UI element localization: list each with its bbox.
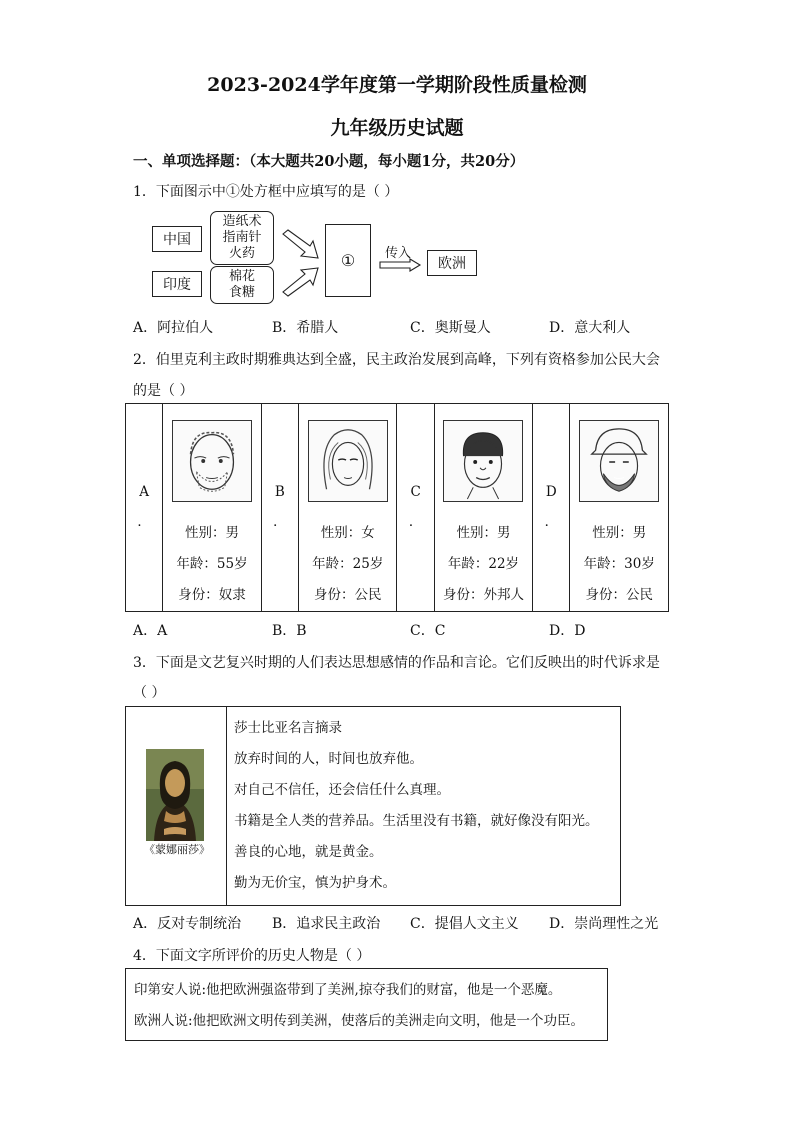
person-card-d [570, 404, 669, 612]
bearded-man-portrait-icon [579, 420, 659, 502]
question-3-stem: 3．下面是文艺复兴时期的人们表达思想感情的作品和言论。它们反映出的时代诉求是 [133, 655, 660, 671]
question-3-stem-cont: （ ） [133, 685, 166, 701]
option-dot: ． [273, 514, 287, 530]
person-age: 年龄：22岁 [447, 556, 520, 572]
option-letter: A [139, 484, 150, 500]
quote-line: 放弃时间的人，时间也放弃他。 [234, 751, 423, 767]
question-1-stem: 1．下面图示中①处方框中应填写的是（ ） [133, 184, 399, 200]
diagram-europe-box: 欧洲 [427, 250, 477, 276]
person-card-a [163, 404, 261, 612]
option-letter: B [274, 484, 285, 500]
diagram-china-items [210, 211, 274, 265]
diagram-item: 指南针 [222, 230, 262, 245]
question-2-option-b[interactable]: B．B [272, 623, 307, 639]
person-card-c [434, 404, 532, 612]
option-letter-cell [126, 404, 163, 612]
exam-subtitle: 九年级历史试题 [330, 117, 464, 139]
quote-line: 勤为无价宝，慎为护身术。 [234, 875, 396, 891]
diagram-arrows-icon [280, 228, 330, 298]
diagram-item: 食糖 [228, 285, 255, 300]
option-letter: D [545, 484, 557, 500]
question-1-diagram [130, 208, 510, 308]
person-gender: 性别：男 [592, 525, 647, 541]
diagram-arrow-label: 传入 [385, 246, 412, 261]
diagram-center-box: ① [325, 224, 371, 297]
material-divider [226, 707, 227, 905]
person-identity: 身份：奴隶 [178, 587, 246, 603]
painting-caption: 《蒙娜丽莎》 [144, 843, 210, 856]
question-4-stem: 4．下面文字所评价的历史人物是（ ） [133, 948, 371, 964]
person-age: 年龄：30岁 [583, 556, 655, 572]
elderly-man-portrait-icon [172, 420, 252, 502]
option-letter: C [410, 484, 421, 500]
question-2-option-d[interactable]: D．D [549, 623, 586, 639]
mona-lisa-painting-icon [146, 749, 204, 841]
quote-line: 莎士比亚名言摘录 [234, 720, 342, 736]
diagram-item: 火药 [228, 246, 255, 261]
person-identity: 身份：外邦人 [442, 587, 524, 603]
question-1-option-d[interactable]: D．意大利人 [549, 320, 631, 336]
question-2-stem: 2．伯里克利主政时期雅典达到全盛，民主政治发展到高峰，下列有资格参加公民大会 [133, 352, 660, 368]
option-letter-cell [397, 404, 434, 612]
question-1-option-b[interactable]: B．希腊人 [272, 320, 339, 336]
person-card-b [299, 404, 397, 612]
question-1-option-c[interactable]: C．奥斯曼人 [410, 320, 491, 336]
quote-line: 善良的心地，就是黄金。 [234, 844, 383, 860]
person-gender: 性别：男 [456, 525, 511, 541]
person-age: 年龄：55岁 [176, 556, 248, 572]
diagram-india-items [210, 266, 274, 304]
section-heading: 一、单项选择题：（本大题共20小题，每小题1分，共20分） [133, 153, 525, 170]
quote-line: 对自己不信任，还会信任什么真理。 [234, 782, 450, 798]
young-woman-portrait-icon [308, 420, 388, 502]
quote-list [234, 713, 599, 899]
question-3-material-box [125, 706, 621, 906]
option-letter-cell [261, 404, 298, 612]
diagram-india-box: 印度 [152, 271, 202, 297]
question-2-option-a[interactable]: A．A [133, 623, 168, 639]
question-3-option-d[interactable]: D．崇尚理性之光 [549, 916, 659, 932]
question-2-option-c[interactable]: C．C [410, 623, 446, 639]
person-gender: 性别：男 [185, 525, 239, 541]
option-dot: ． [408, 514, 423, 530]
exam-title: 2023-2024学年度第一学期阶段性质量检测 [207, 74, 587, 96]
quote-line: 印第安人说:他把欧洲强盗带到了美洲,掠夺我们的财富，他是一个恶魔。 [134, 982, 562, 998]
diagram-item: 棉花 [228, 269, 255, 284]
person-gender: 性别：女 [320, 525, 375, 541]
option-dot: ． [137, 514, 151, 530]
question-3-option-c[interactable]: C．提倡人文主义 [410, 916, 519, 932]
young-man-portrait-icon [443, 420, 523, 502]
question-2-table [125, 403, 669, 612]
question-3-option-a[interactable]: A．反对专制统治 [133, 916, 242, 932]
question-3-option-b[interactable]: B．追求民主政治 [272, 916, 381, 932]
person-identity: 身份：公民 [585, 587, 653, 603]
question-2-stem-cont: 的是（ ） [133, 383, 194, 399]
diagram-item: 造纸术 [222, 214, 262, 229]
diagram-china-box: 中国 [152, 226, 202, 252]
question-4-material-box [125, 968, 608, 1041]
option-dot: ． [544, 514, 559, 530]
person-identity: 身份：公民 [313, 587, 382, 603]
person-age: 年龄：25岁 [312, 556, 384, 572]
diagram-transmit-arrow-icon [378, 258, 422, 272]
quote-line: 欧洲人说:他把欧洲文明传到美洲，使落后的美洲走向文明，他是一个功臣。 [134, 1013, 585, 1029]
question-1-option-a[interactable]: A．阿拉伯人 [133, 320, 214, 336]
quote-line: 书籍是全人类的营养品。生活里没有书籍，就好像没有阳光。 [234, 813, 599, 829]
option-letter-cell [533, 404, 570, 612]
